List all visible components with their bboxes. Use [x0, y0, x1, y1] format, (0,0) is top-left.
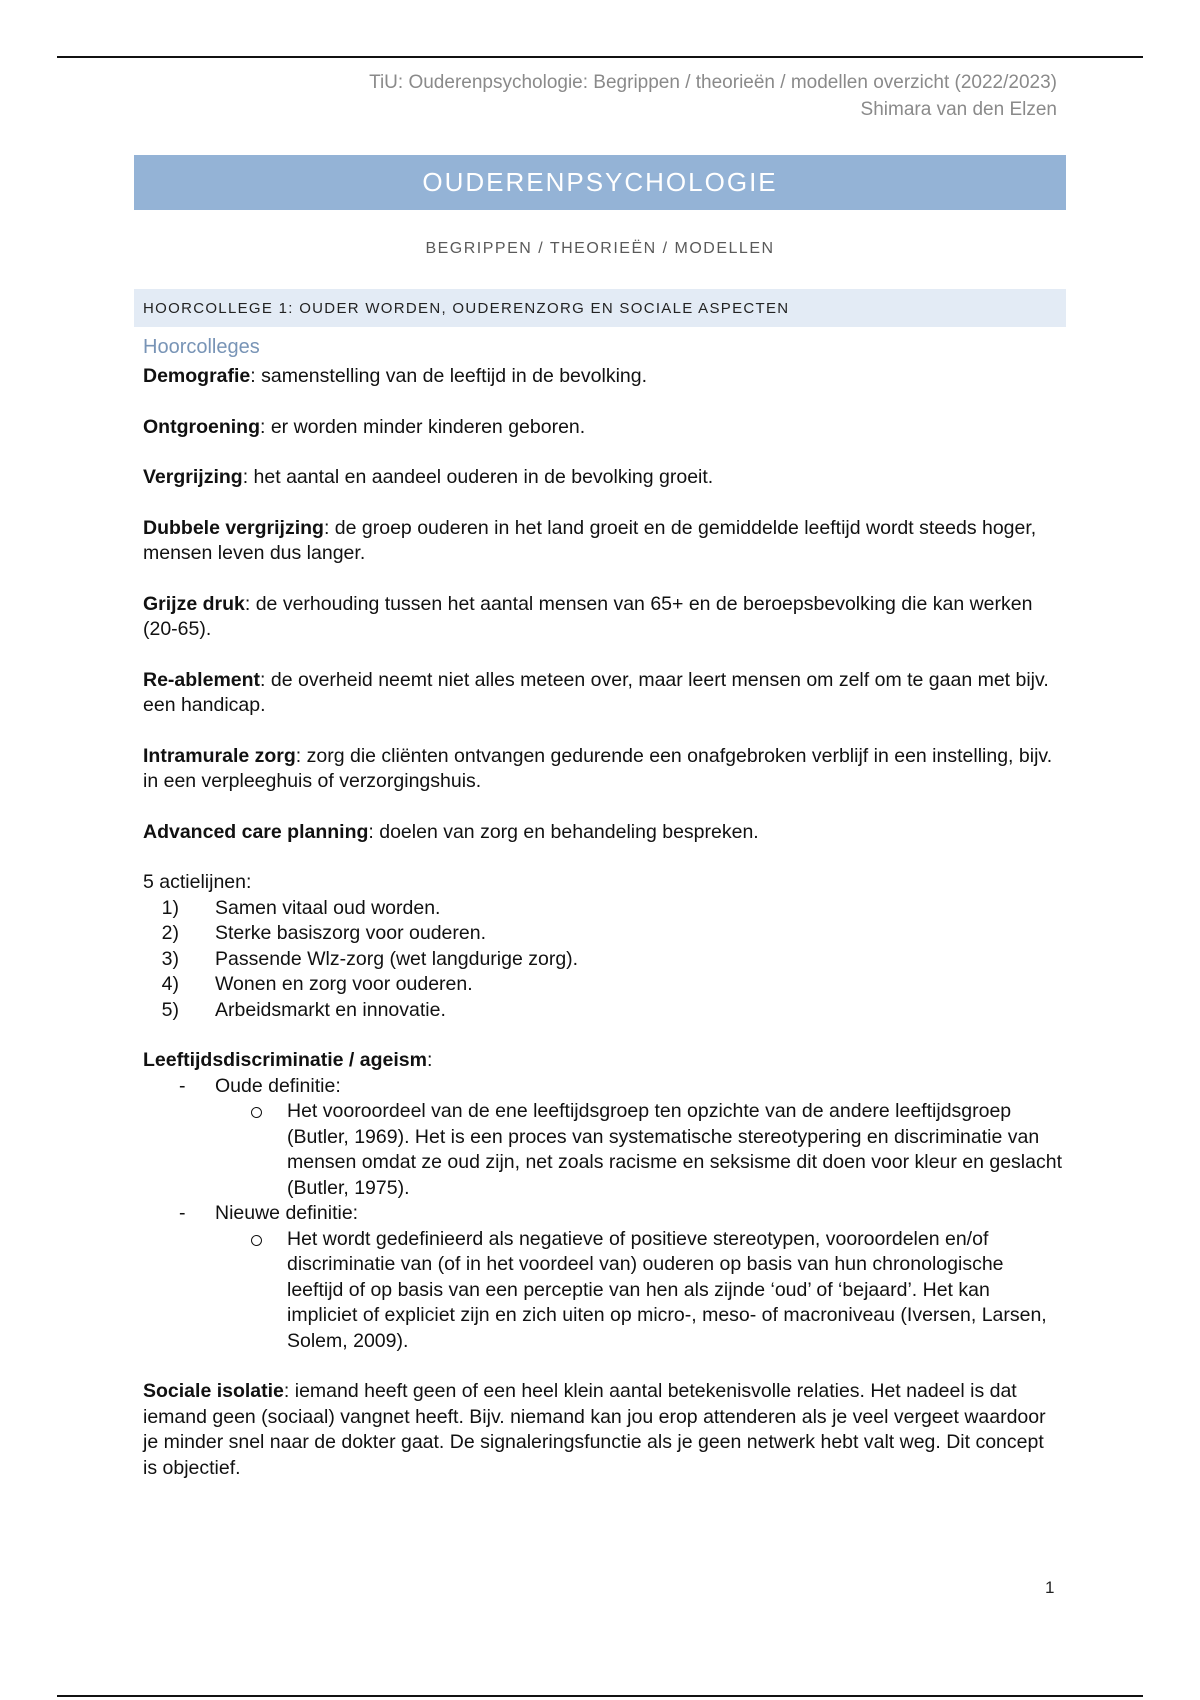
list-item [215, 1099, 1063, 1201]
definition-paragraph [143, 1379, 1063, 1481]
subsection-heading: Hoorcolleges [143, 336, 260, 358]
definition-text: : doelen van zorg en behandeling bespreken. [368, 820, 759, 843]
list-number: 1) [161, 896, 179, 919]
list-number: 2) [161, 922, 179, 944]
definition-paragraph [143, 415, 1063, 441]
definition-paragraph [143, 516, 1063, 567]
definition-paragraph [143, 592, 1063, 643]
circle-bullet-icon [251, 1235, 262, 1246]
top-rule [57, 56, 1143, 58]
document-body [143, 364, 1063, 1506]
definition-term: Advanced care planning [143, 820, 369, 843]
list-number: 4) [161, 973, 179, 995]
definition-paragraph [143, 820, 1063, 846]
definition-term: Ontgroening [143, 415, 260, 438]
definition-paragraph [143, 364, 1063, 390]
actielijnen-intro: 5 actielijnen: [143, 871, 252, 893]
list-item-text: Arbeidsmarkt en innovatie. [215, 998, 446, 1021]
definition-term: Re-ablement [143, 668, 261, 691]
dash-bullet: - [179, 1202, 186, 1224]
definition-text: : de overheid neemt niet alles meteen over, maar leert mensen om zelf om te gaan met bijv. een handicap. [143, 668, 1049, 716]
bottom-rule [57, 1695, 1143, 1697]
list-item [143, 998, 1063, 1024]
definition-paragraph [143, 465, 1063, 491]
ageism-colon: : [426, 1049, 433, 1071]
list-item [215, 1227, 1063, 1355]
old-definition-label: Oude definitie: [215, 1074, 341, 1097]
ageism-definitions [143, 1074, 1063, 1355]
list-number: 3) [161, 947, 179, 970]
section-heading-text: HOORCOLLEGE 1: OUDER WORDEN, OUDERENZORG EN SOCIALE ASPECTEN [143, 299, 790, 317]
list-item [143, 896, 1063, 922]
definition-term: Demografie [143, 365, 251, 387]
document-subtitle: BEGRIPPEN / THEORIEËN / MODELLEN [425, 240, 775, 257]
list-item-text: Wonen en zorg voor ouderen. [215, 973, 473, 995]
header-author: Shimara van den Elzen [860, 99, 1057, 120]
page-number: 1 [1045, 1578, 1055, 1597]
actielijnen-list [143, 896, 1063, 1024]
definition-term: Vergrijzing [143, 466, 243, 488]
old-definition-text: Het vooroordeel van de ene leeftijdsgroep ten opzichte van de andere leeftijdsgroep (Butler, 1969). Het is een proces van systematische stereotypering en discriminatie van mensen omdat ze oud zijn, net zoals racisme en seksisme dit doen voor kleur en geslacht (Butler, 1975). [287, 1100, 1062, 1199]
new-definition-text: Het wordt gedefinieerd als negatieve of positieve stereotypen, vooroordelen en/of discriminatie van (of in het voordeel van) ouderen op basis van hun chronologische leeftijd of op basis van een perceptie van hen als zijnde ‘oud’ of ‘bejaard’. Het kan impliciet of expliciet zijn en zich uiten op micro-, meso- of macroniveau (Iversen, Larsen, Solem, 2009). [287, 1227, 1047, 1352]
list-item-text: Sterke basiszorg voor ouderen. [215, 922, 486, 944]
definition-text: : iemand heeft geen of een heel klein aantal betekenisvolle relaties. Het nadeel is dat iemand geen (sociaal) vangnet heeft. Bijv. niemand kan jou erop attenderen als je veel vergeet waardoor je minder snel naar de dokter gaat. De signaleringsfunctie als je geen netwerk hebt valt weg. Dit concept is objectief. [143, 1380, 1046, 1479]
list-item [143, 1074, 1063, 1202]
definition-text: : zorg die cliënten ontvangen gedurende een onafgebroken verblijf in een instelling, bijv. in een verpleeghuis of verzorgingshuis. [143, 744, 1053, 792]
definition-term: Sociale isolatie [143, 1380, 284, 1402]
old-definition-list [215, 1099, 1063, 1201]
header-course-title: TiU: Ouderenpsychologie: Begrippen / theorieën / modellen overzicht (2022/2023) [369, 72, 1057, 93]
definition-paragraph [143, 744, 1063, 795]
new-definition-label: Nieuwe definitie: [215, 1202, 359, 1224]
definition-term: Intramurale zorg [143, 744, 296, 767]
list-item [143, 947, 1063, 973]
title-banner [134, 155, 1066, 210]
new-definition-list [215, 1227, 1063, 1355]
definition-term: Grijze druk [143, 592, 245, 615]
circle-bullet-icon [251, 1107, 262, 1118]
definition-text: : er worden minder kinderen geboren. [259, 415, 586, 438]
definition-text: : de verhouding tussen het aantal mensen van 65+ en de beroepsbevolking die kan werken (20-65). [143, 592, 1033, 640]
definition-paragraph [143, 668, 1063, 719]
list-item-text: Samen vitaal oud worden. [215, 896, 441, 919]
ageism-heading [143, 1048, 1063, 1074]
definition-term: Dubbele vergrijzing [143, 516, 324, 539]
list-number: 5) [161, 998, 179, 1021]
section-heading [134, 289, 1066, 327]
list-item [143, 921, 1063, 947]
document-title: OUDERENPSYCHOLOGIE [422, 167, 778, 197]
list-item-text: Passende Wlz-zorg (wet langdurige zorg). [215, 947, 579, 970]
definition-term: Leeftijdsdiscriminatie / ageism [143, 1049, 427, 1071]
list-item [143, 972, 1063, 998]
dash-bullet: - [179, 1074, 186, 1097]
list-item [143, 1201, 1063, 1354]
definition-text: : samenstelling van de leeftijd in de bevolking. [250, 365, 648, 387]
definition-text: : het aantal en aandeel ouderen in de bevolking groeit. [242, 466, 714, 488]
definition-text: : de groep ouderen in het land groeit en de gemiddelde leeftijd wordt steeds hoger, mensen leven dus langer. [143, 516, 1037, 564]
